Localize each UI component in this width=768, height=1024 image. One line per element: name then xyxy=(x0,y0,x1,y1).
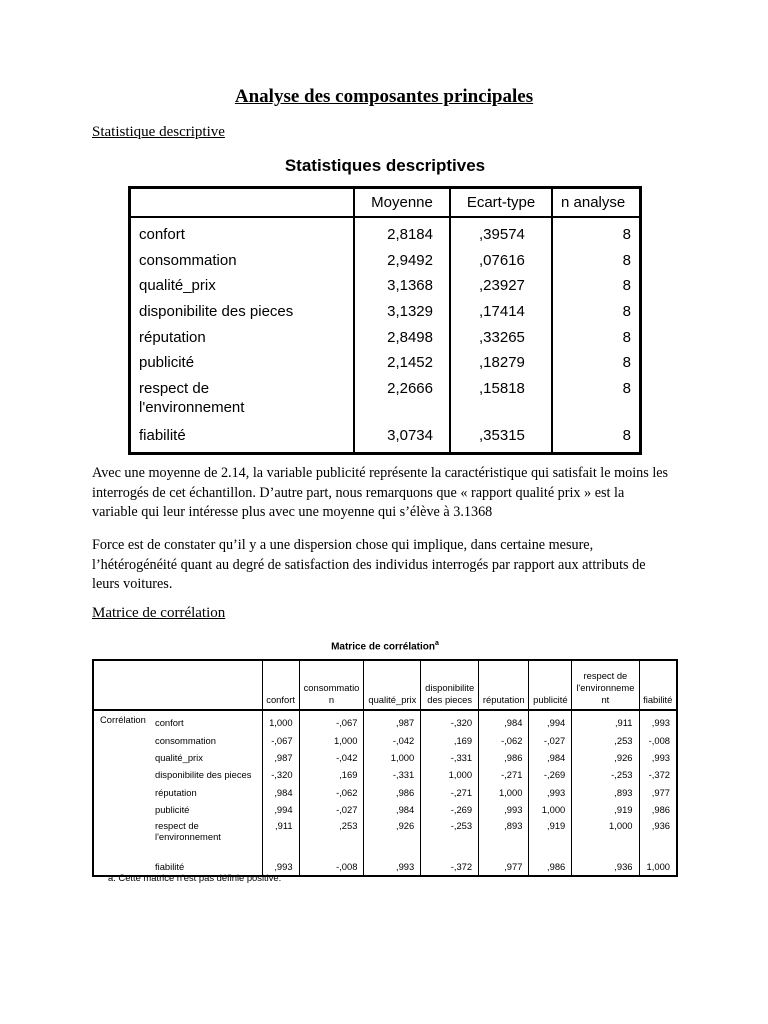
table-row xyxy=(130,419,641,454)
corr-value: -,320 xyxy=(262,766,299,783)
corr-value: -,067 xyxy=(299,710,364,731)
table-row xyxy=(130,324,641,350)
col-header-line: confort xyxy=(266,694,295,705)
n-value: 8 xyxy=(552,217,641,248)
col-header-line: des pieces xyxy=(427,694,473,705)
sd-value: ,23927 xyxy=(450,273,552,299)
row-label-line1: respect de xyxy=(139,379,210,397)
header-mean: Moyenne xyxy=(354,188,450,218)
col-header-line: respect de xyxy=(583,670,628,681)
mean-value: 2,9492 xyxy=(354,248,450,274)
row-label: confort xyxy=(155,717,184,729)
corr-value: -,331 xyxy=(364,766,421,783)
sd-value: ,35315 xyxy=(450,419,552,454)
descriptive-table-caption: Statistiques descriptives xyxy=(284,156,486,175)
section-heading-descriptive: Statistique descriptive xyxy=(92,124,225,140)
corr-value: ,984 xyxy=(364,801,421,818)
mean-value: 3,1329 xyxy=(354,299,450,325)
corr-value: 1,000 xyxy=(639,850,677,876)
sd-value: ,39574 xyxy=(450,217,552,248)
col-header-line: réputation xyxy=(482,694,525,705)
col-header xyxy=(364,660,421,710)
corr-value: ,993 xyxy=(529,784,572,801)
row-label: consommation xyxy=(139,251,237,269)
table-row xyxy=(130,299,641,325)
header-sd: Ecart-type xyxy=(450,188,552,218)
corr-value: ,993 xyxy=(639,749,677,766)
corr-value: -,008 xyxy=(639,731,677,748)
descriptive-stats-table xyxy=(128,186,642,455)
caption-superscript: a xyxy=(435,640,439,647)
col-header xyxy=(421,660,479,710)
table-row xyxy=(130,376,641,419)
col-header-line: consommatio xyxy=(303,682,360,693)
col-header-line: qualité_prix xyxy=(368,694,417,705)
corr-value: ,936 xyxy=(639,818,677,850)
mean-value: 2,2666 xyxy=(354,376,450,419)
corr-value: ,926 xyxy=(364,818,421,850)
sd-value: ,07616 xyxy=(450,248,552,274)
n-value: 8 xyxy=(552,299,641,325)
n-value: 8 xyxy=(552,350,641,376)
corr-value: ,987 xyxy=(364,710,421,731)
col-header xyxy=(639,660,677,710)
corr-value: 1,000 xyxy=(299,731,364,748)
correlation-table-caption xyxy=(92,640,678,652)
corr-value: ,893 xyxy=(572,784,639,801)
row-label: disponibilite des pieces xyxy=(139,303,294,321)
caption-text: Matrice de corrélation xyxy=(331,641,435,653)
table-row xyxy=(93,749,677,766)
mean-value: 2,1452 xyxy=(354,350,450,376)
table-row xyxy=(93,766,677,783)
table-row xyxy=(130,350,641,376)
corr-value: -,062 xyxy=(299,784,364,801)
corr-value: ,994 xyxy=(262,801,299,818)
row-label: qualité_prix xyxy=(139,277,216,295)
col-header-line: l'environneme xyxy=(576,682,635,693)
corr-value: ,986 xyxy=(529,850,572,876)
row-label: qualité_prix xyxy=(155,751,203,763)
row-label xyxy=(130,376,355,419)
n-value: 8 xyxy=(552,248,641,274)
mean-value: 2,8498 xyxy=(354,324,450,350)
corr-value: -,027 xyxy=(299,801,364,818)
corr-value: ,986 xyxy=(364,784,421,801)
corr-value: ,977 xyxy=(639,784,677,801)
table-row xyxy=(93,818,677,850)
corr-value: ,893 xyxy=(479,818,529,850)
paragraph-dispersion: Force est de constater qu’il y a une dispersion chose qui implique, dans certaine mesure, l’hétérogénéité quant au degré de satisfaction des individus interrogés par rapport aux attributs de leurs voitures. xyxy=(92,537,646,592)
header-corner xyxy=(93,660,262,710)
corr-value: ,993 xyxy=(364,850,421,876)
n-value: 8 xyxy=(552,419,641,454)
n-value: 8 xyxy=(552,273,641,299)
row-label: disponibilite des pieces xyxy=(155,769,252,781)
corr-value: -,062 xyxy=(479,731,529,748)
sd-value: ,15818 xyxy=(450,376,552,419)
col-header-line: nt xyxy=(601,694,610,705)
col-header-line: n xyxy=(328,694,335,705)
page-title: Analyse des composantes principales xyxy=(234,86,534,107)
corr-value: -,269 xyxy=(529,766,572,783)
corr-value: ,986 xyxy=(479,749,529,766)
table-row xyxy=(130,273,641,299)
row-label: fiabilité xyxy=(155,861,185,873)
corr-value: -,042 xyxy=(299,749,364,766)
corr-value: ,977 xyxy=(479,850,529,876)
corr-value: -,253 xyxy=(572,766,639,783)
row-label: confort xyxy=(139,226,185,244)
mean-value: 3,0734 xyxy=(354,419,450,454)
corr-value: -,008 xyxy=(299,850,364,876)
group-label: Corrélation xyxy=(100,714,146,725)
row-label-line2: l'environnement xyxy=(155,831,221,843)
table-row xyxy=(130,217,641,248)
corr-value: ,984 xyxy=(529,749,572,766)
corr-value: ,986 xyxy=(639,801,677,818)
row-label: consommation xyxy=(155,734,216,746)
header-n: n analyse xyxy=(552,188,641,218)
corr-value: -,253 xyxy=(421,818,479,850)
corr-value: ,919 xyxy=(529,818,572,850)
mean-value: 2,8184 xyxy=(354,217,450,248)
sd-value: ,33265 xyxy=(450,324,552,350)
corr-value: ,936 xyxy=(572,850,639,876)
corr-value: ,169 xyxy=(421,731,479,748)
corr-value: ,169 xyxy=(299,766,364,783)
corr-value: -,271 xyxy=(479,766,529,783)
corr-value: ,993 xyxy=(479,801,529,818)
corr-value: -,320 xyxy=(421,710,479,731)
row-label: publicité xyxy=(139,354,195,372)
corr-value: -,372 xyxy=(639,766,677,783)
sd-value: ,17414 xyxy=(450,299,552,325)
row-label xyxy=(149,818,262,850)
corr-value: ,911 xyxy=(572,710,639,731)
corr-value: -,027 xyxy=(529,731,572,748)
corr-value: ,993 xyxy=(262,850,299,876)
section-heading-correlation: Matrice de corrélation xyxy=(92,605,226,621)
corr-value: 1,000 xyxy=(529,801,572,818)
row-label-line1: respect de xyxy=(155,820,199,832)
corr-value: ,253 xyxy=(572,731,639,748)
col-header xyxy=(572,660,639,710)
table-row xyxy=(130,248,641,274)
corr-value: ,911 xyxy=(262,818,299,850)
sd-value: ,18279 xyxy=(450,350,552,376)
table-row xyxy=(93,731,677,748)
corr-value: -,269 xyxy=(421,801,479,818)
header-corner xyxy=(130,188,355,218)
corr-value: -,067 xyxy=(262,731,299,748)
corr-value: ,984 xyxy=(262,784,299,801)
col-header xyxy=(529,660,572,710)
row-label: publicité xyxy=(155,804,190,816)
corr-value: ,994 xyxy=(529,710,572,731)
corr-value: -,271 xyxy=(421,784,479,801)
corr-value: ,984 xyxy=(479,710,529,731)
table-row xyxy=(93,710,677,731)
corr-value: ,993 xyxy=(639,710,677,731)
corr-value: -,372 xyxy=(421,850,479,876)
table-row xyxy=(93,784,677,801)
corr-value: ,919 xyxy=(572,801,639,818)
col-header-line: publicité xyxy=(533,694,568,705)
mean-value: 3,1368 xyxy=(354,273,450,299)
row-label-line2: l'environnement xyxy=(139,398,245,416)
col-header xyxy=(299,660,364,710)
table-row xyxy=(93,801,677,818)
corr-value: 1,000 xyxy=(479,784,529,801)
row-label: réputation xyxy=(139,328,206,346)
corr-value: ,926 xyxy=(572,749,639,766)
paragraph-mean-analysis: Avec une moyenne de 2.14, la variable publicité représente la caractéristique qui satisfait le moins les interrogés de cet échantillon. D’autre part, nous remarquons que « rapport qualité prix » est la variable qui leur intéresse plus avec une moyenne qui s’élève à 3.1368 xyxy=(92,465,669,520)
n-value: 8 xyxy=(552,376,641,419)
corr-value: -,331 xyxy=(421,749,479,766)
corr-value: 1,000 xyxy=(421,766,479,783)
correlation-matrix-table xyxy=(92,659,678,877)
corr-value: ,987 xyxy=(262,749,299,766)
col-header xyxy=(262,660,299,710)
corr-value: 1,000 xyxy=(572,818,639,850)
corr-value: -,042 xyxy=(364,731,421,748)
row-label: fiabilité xyxy=(139,426,186,444)
corr-value: 1,000 xyxy=(364,749,421,766)
corr-value: ,253 xyxy=(299,818,364,850)
correlation-footnote: a. Cette matrice n'est pas définie positive. xyxy=(108,872,282,883)
col-header-line: disponibilite xyxy=(425,682,475,693)
row-label: réputation xyxy=(155,786,197,798)
col-header xyxy=(479,660,529,710)
corr-value: 1,000 xyxy=(262,710,299,731)
col-header-line: fiabilité xyxy=(643,694,673,705)
n-value: 8 xyxy=(552,324,641,350)
